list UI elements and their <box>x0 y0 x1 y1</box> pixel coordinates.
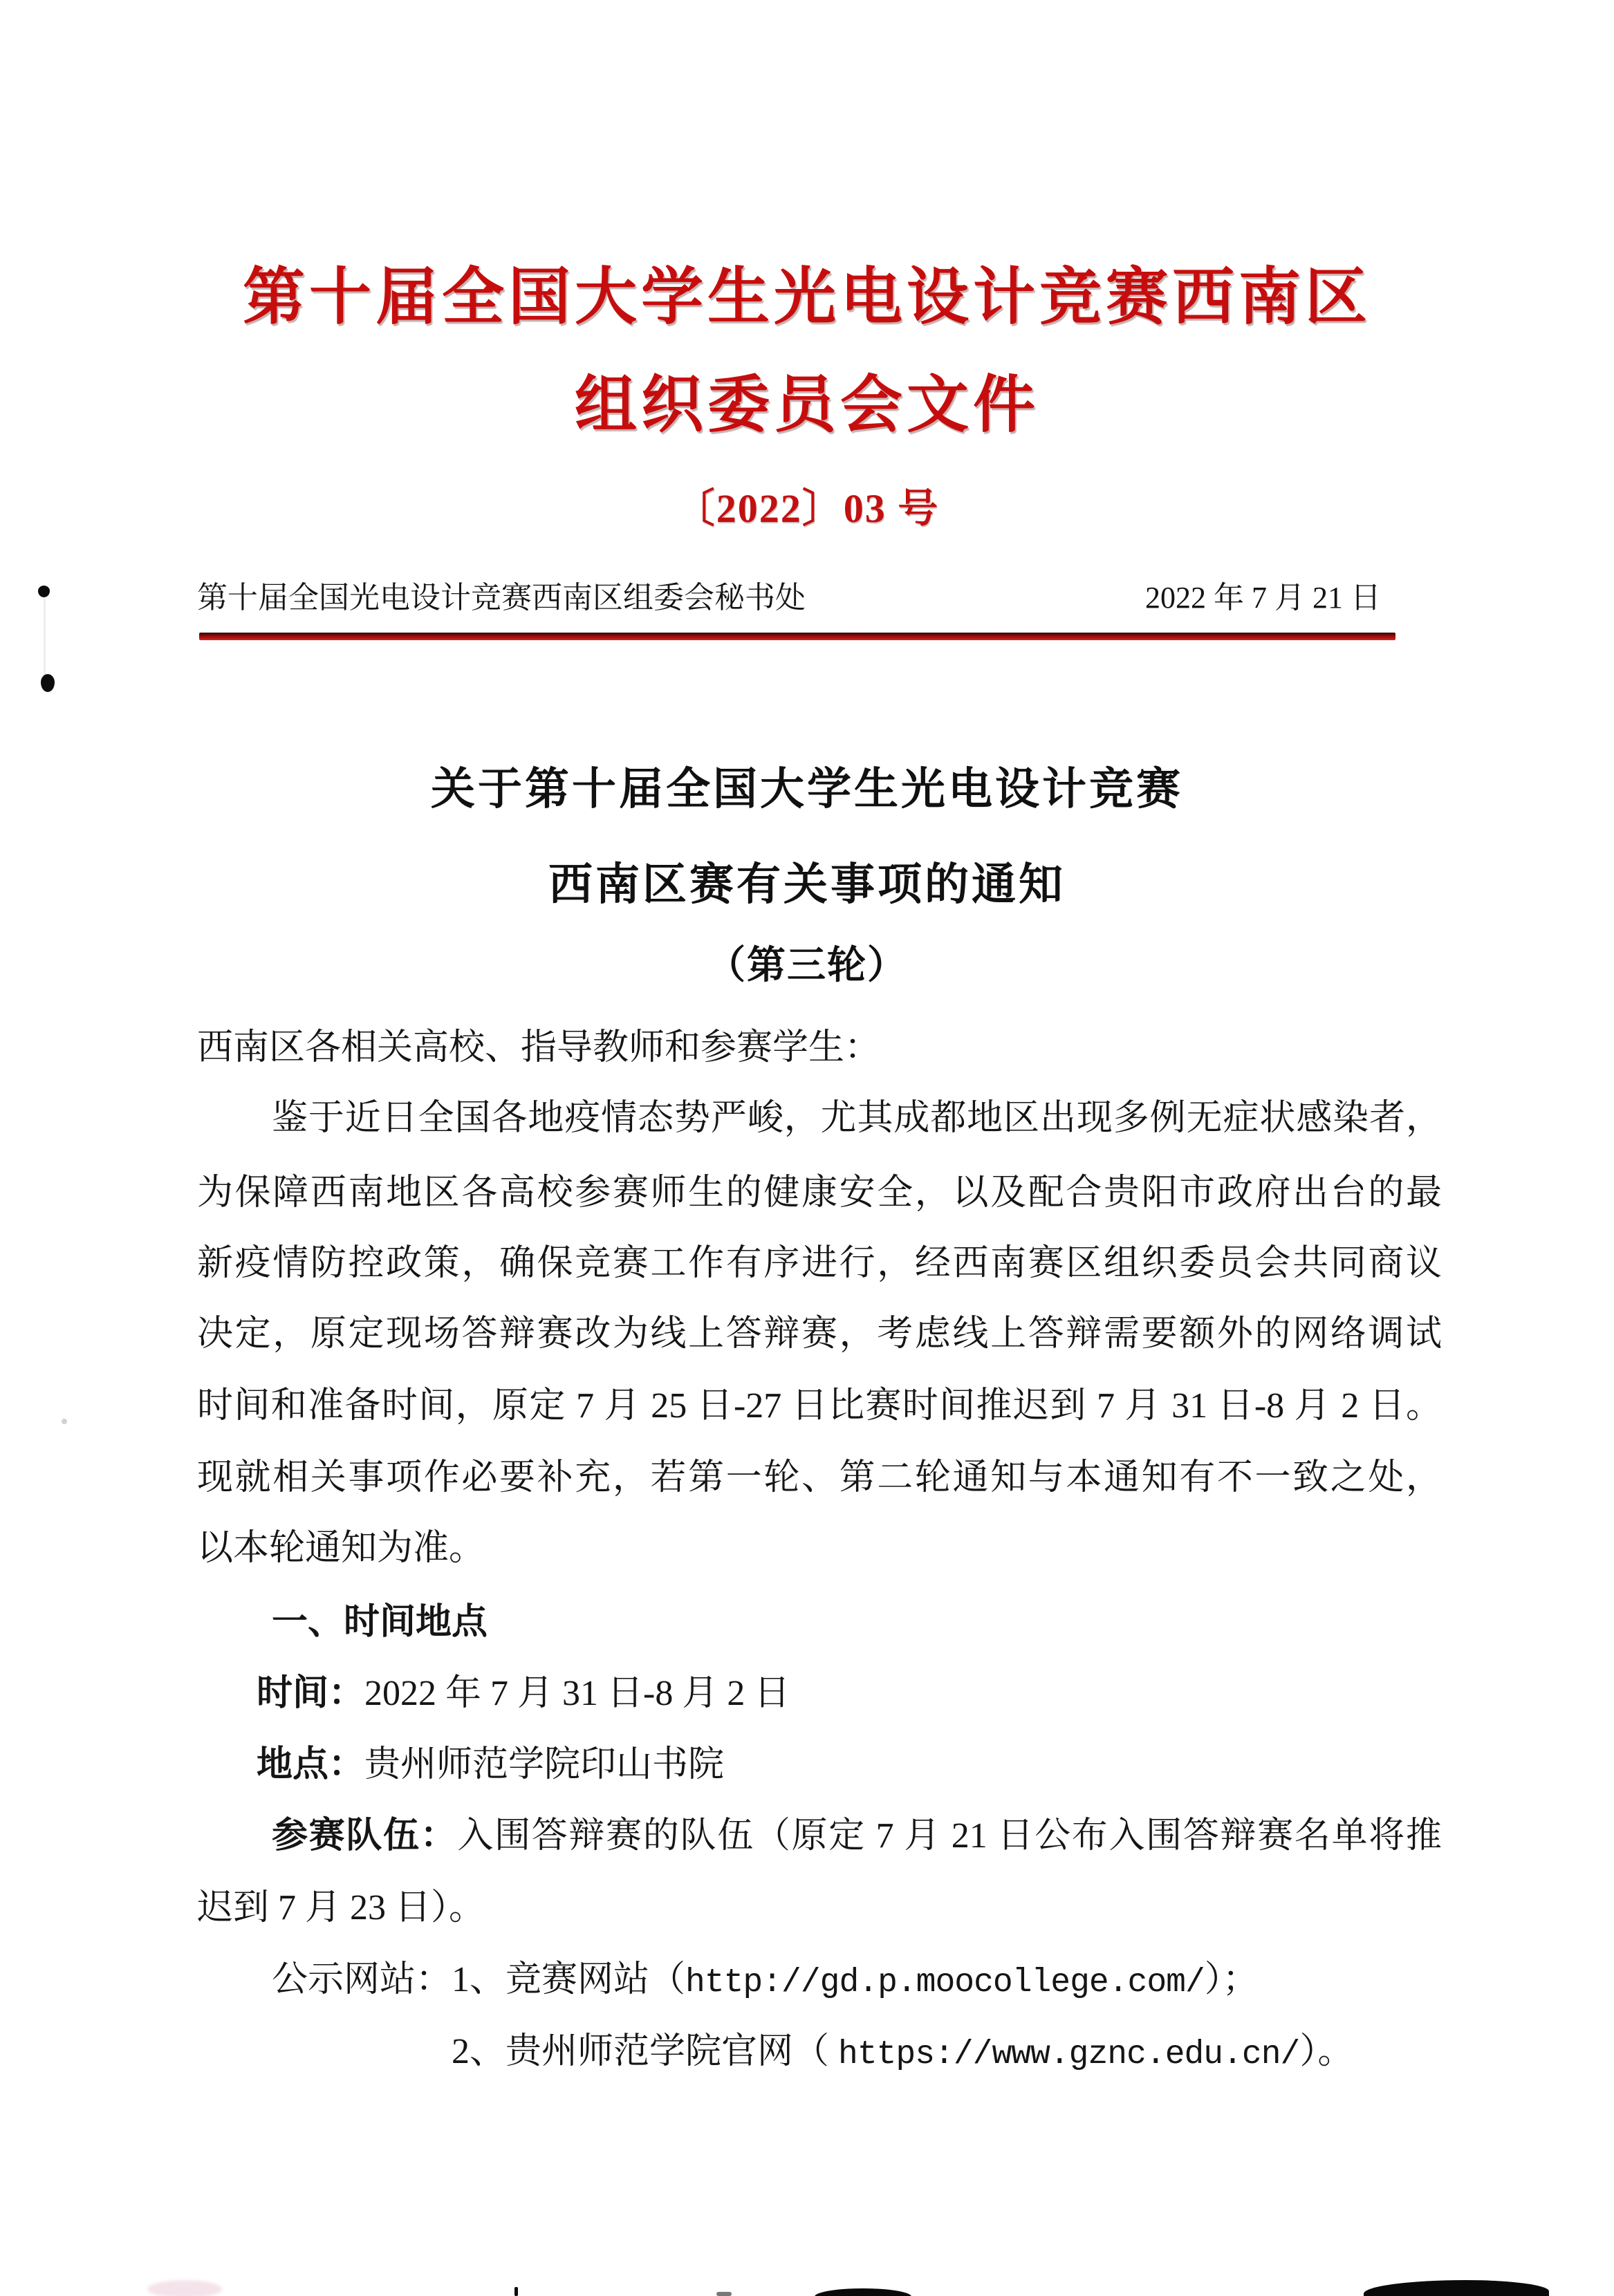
place-label: 地点： <box>257 1745 365 1784</box>
section-heading: 一、时间地点 <box>272 1602 488 1642</box>
notice-title-line-2: 西南区赛有关事项的通知 <box>548 860 1066 909</box>
red-divider-line <box>199 633 1395 640</box>
scan-mark-small <box>514 2287 518 2296</box>
staple-mark-bottom <box>41 674 55 692</box>
staple-mark-top <box>38 586 50 597</box>
websites-suffix: ）； <box>1204 1960 1259 1999</box>
time-value: 2022 年 7 月 31 日-8 月 2 日 <box>364 1674 790 1713</box>
speck-mark <box>62 1419 67 1424</box>
teams-value: 入围答辩赛的队伍（原定 7 月 21 日公布入围答辩赛名单将推 <box>457 1816 1442 1856</box>
staple-smudge <box>44 599 46 678</box>
letterhead-title-line-2: 组织委员会文件 <box>575 371 1039 440</box>
paragraph-line: 为保障西南地区各高校参赛师生的健康安全，以及配合贵阳市政府出台的最 <box>197 1173 1442 1213</box>
document-number: 〔2022〕03 号 <box>674 486 940 531</box>
paragraph-line: 新疫情防控政策，确保竞赛工作有序进行，经西南赛区组织委员会共同商议 <box>197 1244 1442 1283</box>
teams-label: 参赛队伍： <box>272 1816 458 1856</box>
websites-prefix: 公示网站：1、竞赛网站（ <box>272 1960 686 1999</box>
time-label: 时间： <box>257 1674 365 1713</box>
competition-url: http://gd.p.moocollege.com/ <box>685 1964 1205 2001</box>
websites-line-2 <box>197 2026 1442 2081</box>
place-line <box>197 1739 1442 1791</box>
letterhead-title-line-1: 第十届全国大学生光电设计竞赛西南区 <box>243 263 1371 332</box>
paragraph-line: 决定，原定现场答辩赛改为线上答辩赛，考虑线上答辩需要额外的网络调试 <box>197 1314 1442 1354</box>
scan-blob-right <box>1364 2280 1549 2296</box>
paragraph-line: 时间和准备时间，原定 7 月 25 日-27 日比赛时间推迟到 7 月 31 日-8 月 2 日。 <box>197 1386 1442 1426</box>
time-line <box>197 1668 1442 1720</box>
scan-mark-dash <box>716 2292 732 2296</box>
notice-title-line-1: 关于第十届全国大学生光电设计竞赛 <box>431 765 1183 814</box>
paragraph-line: 鉴于近日全国各地疫情态势严峻，尤其成都地区出现多例无症状感染者， <box>272 1099 1442 1138</box>
place-value: 贵州师范学院印山书院 <box>364 1745 725 1784</box>
websites-line-1 <box>197 1954 1442 2009</box>
issue-date: 2022 年 7 月 21 日 <box>1145 581 1381 615</box>
teams-line-1 <box>197 1810 1442 1863</box>
issuer-name: 第十届全国光电设计竞赛西南区组委会秘书处 <box>197 581 806 615</box>
paragraph-line: 现就相关事项作必要补充，若第一轮、第二轮通知与本通知有不一致之处， <box>197 1458 1442 1497</box>
scan-blob-center <box>815 2288 911 2296</box>
school-url: https://www.gznc.edu.cn/ <box>838 2036 1300 2073</box>
salutation: 西南区各相关高校、指导教师和参赛学生： <box>197 1028 881 1067</box>
pink-ink-smudge <box>147 2280 222 2296</box>
websites-prefix-2: 2、贵州师范学院官网（ <box>452 2032 839 2071</box>
issuer-row <box>197 572 1381 617</box>
notice-round-label: （第三轮） <box>707 944 907 987</box>
paragraph-line: 以本轮通知为准。 <box>197 1529 485 1568</box>
websites-suffix-2: ）。 <box>1299 2032 1354 2071</box>
teams-line-2: 迟到 7 月 23 日）。 <box>197 1888 485 1928</box>
